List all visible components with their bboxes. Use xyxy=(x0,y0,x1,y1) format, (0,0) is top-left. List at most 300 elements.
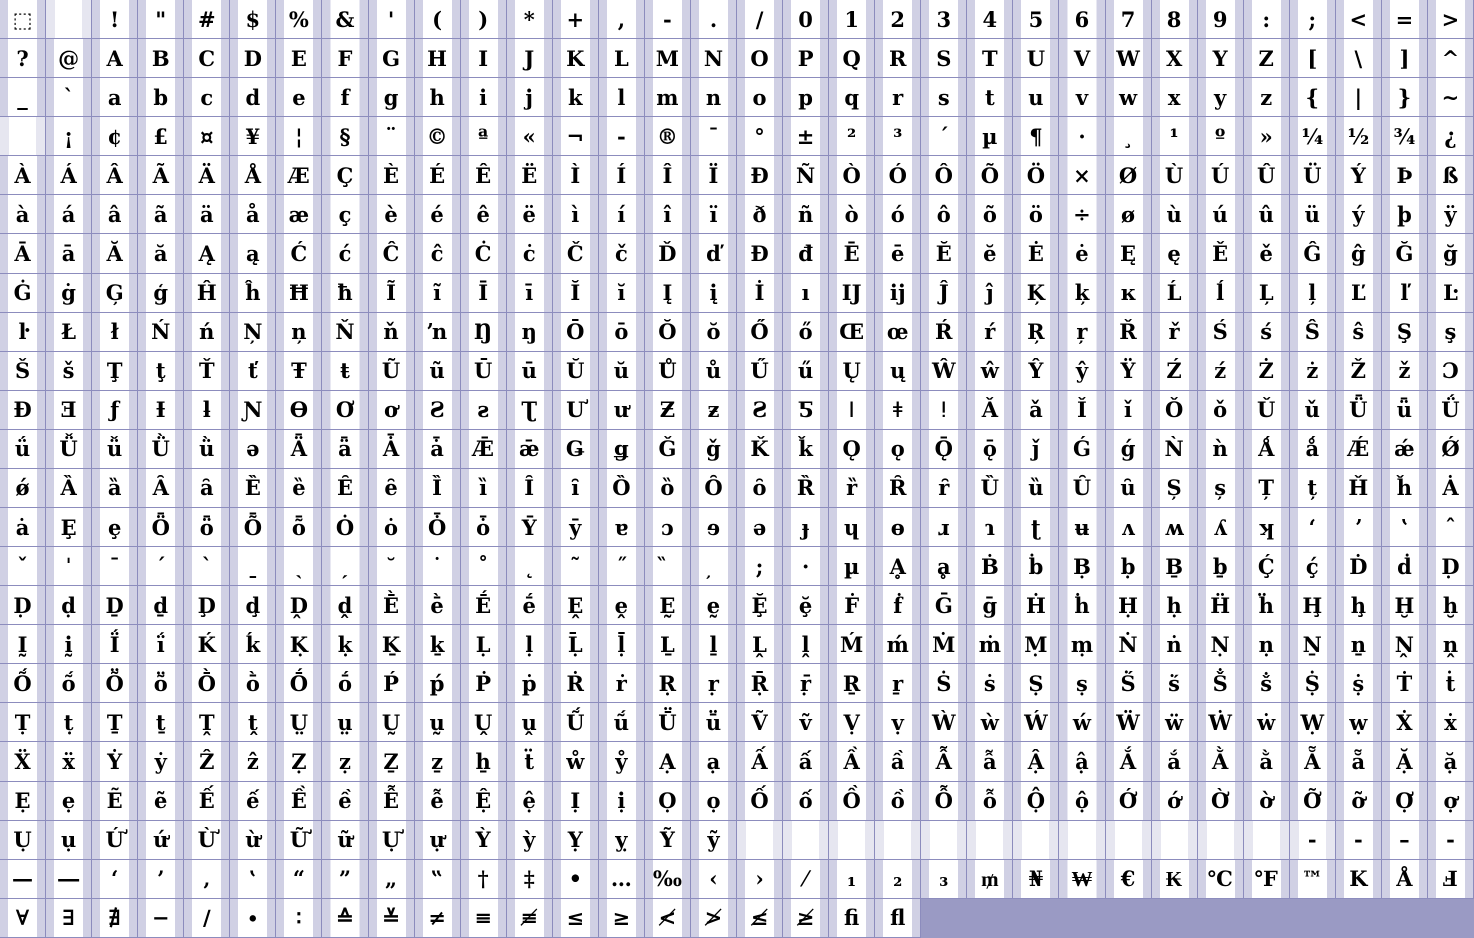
glyph-cell: ʎ xyxy=(1198,508,1244,547)
glyph-cell: ģ xyxy=(138,274,184,313)
glyph-cell: ≠ xyxy=(415,899,461,938)
glyph-cell: Ờ xyxy=(1198,782,1244,821)
glyph-cell: Ȯ xyxy=(322,508,368,547)
glyph-cell: Ŕ xyxy=(921,313,967,352)
glyph-cell: Ɖ xyxy=(0,391,46,430)
glyph-cell: ∕ xyxy=(184,899,230,938)
glyph-cell: Ḑ xyxy=(184,586,230,625)
glyph-cell: Ẃ xyxy=(1013,703,1059,742)
glyph-cell: Ä xyxy=(184,156,230,195)
glyph-cell: ẫ xyxy=(967,742,1013,781)
glyph-cell: ǵ xyxy=(1106,430,1152,469)
glyph-cell: ŗ xyxy=(1059,313,1105,352)
glyph-cell: Ẇ xyxy=(1198,703,1244,742)
glyph-cell: Ậ xyxy=(1013,742,1059,781)
glyph-cell: ¸ xyxy=(1106,117,1152,156)
glyph-cell: ǟ xyxy=(322,430,368,469)
glyph-cell: ì xyxy=(553,195,599,234)
glyph-cell: Ŗ xyxy=(1013,313,1059,352)
glyph-cell: ǰ xyxy=(1013,430,1059,469)
glyph-cell: ˚ xyxy=(461,547,507,586)
glyph-cell: ∀ xyxy=(0,899,46,938)
glyph-cell: Ǟ xyxy=(276,430,322,469)
glyph-cell: Ğ xyxy=(1382,234,1428,273)
glyph-cell: ď xyxy=(691,234,737,273)
glyph-cell: Ƨ xyxy=(737,391,783,430)
glyph-cell: y xyxy=(1198,78,1244,117)
glyph-cell: ȇ xyxy=(369,469,415,508)
glyph-cell: ŏ xyxy=(691,313,737,352)
glyph-cell: h xyxy=(415,78,461,117)
glyph-cell xyxy=(1244,821,1290,860)
glyph-cell: Ḃ xyxy=(967,547,1013,586)
glyph-cell: a xyxy=(92,78,138,117)
glyph-cell: Ȋ xyxy=(507,469,553,508)
glyph-cell: ć xyxy=(322,234,368,273)
glyph-cell: á xyxy=(46,195,92,234)
glyph-cell: Ṗ xyxy=(461,664,507,703)
glyph-cell: ∶ xyxy=(276,899,322,938)
glyph-cell: d xyxy=(230,78,276,117)
glyph-cell: ‘ xyxy=(92,860,138,899)
glyph-cell: Ồ xyxy=(829,782,875,821)
glyph-cell: Í xyxy=(599,156,645,195)
glyph-cell: È xyxy=(369,156,415,195)
glyph-cell: ĥ xyxy=(230,274,276,313)
glyph-cell: µ xyxy=(967,117,1013,156)
glyph-cell: ℉ xyxy=(1244,860,1290,899)
glyph-cell: Ċ xyxy=(461,234,507,273)
glyph-cell: ʞ xyxy=(1244,508,1290,547)
glyph-cell xyxy=(1382,899,1428,938)
glyph-cell: Ǡ xyxy=(369,430,415,469)
glyph-cell: ḫ xyxy=(1428,586,1474,625)
glyph-cell: Ṷ xyxy=(461,703,507,742)
glyph-cell: ŕ xyxy=(967,313,1013,352)
glyph-cell: ‟ xyxy=(415,860,461,899)
glyph-cell: 9 xyxy=(1198,0,1244,39)
glyph-cell: ‹ xyxy=(691,860,737,899)
glyph-cell: ḯ xyxy=(138,625,184,664)
glyph-cell: Y xyxy=(1198,39,1244,78)
glyph-cell: Ǒ xyxy=(1152,391,1198,430)
glyph-cell: Ṡ xyxy=(921,664,967,703)
glyph-cell: Ȅ xyxy=(230,469,276,508)
glyph-cell: ï xyxy=(691,195,737,234)
glyph-cell: Ẉ xyxy=(1290,703,1336,742)
glyph-cell: Ṇ xyxy=(1198,625,1244,664)
glyph-cell: ẽ xyxy=(138,782,184,821)
glyph-cell: 3 xyxy=(921,0,967,39)
glyph-cell: ˎ xyxy=(276,547,322,586)
glyph-cell: ȩ xyxy=(92,508,138,547)
glyph-cell: Ợ xyxy=(1382,782,1428,821)
glyph-cell: À xyxy=(0,156,46,195)
glyph-cell: ∃ xyxy=(46,899,92,938)
glyph-cell: Õ xyxy=(967,156,1013,195)
glyph-cell: ² xyxy=(829,117,875,156)
glyph-cell: ± xyxy=(783,117,829,156)
glyph-cell: ł xyxy=(92,313,138,352)
glyph-cell: ỳ xyxy=(507,821,553,860)
glyph-cell xyxy=(921,821,967,860)
glyph-cell: ṟ xyxy=(875,664,921,703)
glyph-cell: ¼ xyxy=(1290,117,1336,156)
glyph-cell: Ṁ xyxy=(921,625,967,664)
glyph-cell: Ṍ xyxy=(0,664,46,703)
glyph-cell: ḳ xyxy=(322,625,368,664)
glyph-cell: Ḋ xyxy=(1336,547,1382,586)
glyph-cell: < xyxy=(1336,0,1382,39)
glyph-cell: Ề xyxy=(276,782,322,821)
glyph-cell: ẁ xyxy=(967,703,1013,742)
glyph-cell: Ṯ xyxy=(92,703,138,742)
glyph-cell: Ȑ xyxy=(783,469,829,508)
glyph-cell: ṻ xyxy=(691,703,737,742)
glyph-cell: M xyxy=(645,39,691,78)
glyph-cell xyxy=(1336,899,1382,938)
glyph-cell: - xyxy=(599,117,645,156)
glyph-cell: Ǐ xyxy=(1059,391,1105,430)
glyph-cell: Ŧ xyxy=(276,352,322,391)
glyph-cell: Ẅ xyxy=(1106,703,1152,742)
glyph-cell: v xyxy=(1059,78,1105,117)
glyph-cell: Ƽ xyxy=(783,391,829,430)
glyph-cell: 1 xyxy=(829,0,875,39)
glyph-cell: , xyxy=(599,0,645,39)
glyph-cell: Ĭ xyxy=(553,274,599,313)
glyph-cell: ź xyxy=(1198,352,1244,391)
glyph-cell: Ḟ xyxy=(829,586,875,625)
glyph-cell: ǩ xyxy=(783,430,829,469)
glyph-cell: Ḕ xyxy=(369,586,415,625)
glyph-cell: Ö xyxy=(1013,156,1059,195)
glyph-cell: E xyxy=(276,39,322,78)
glyph-cell: K xyxy=(1336,860,1382,899)
glyph-cell: ‰ xyxy=(645,860,691,899)
glyph-cell: $ xyxy=(230,0,276,39)
glyph-cell: Ẁ xyxy=(921,703,967,742)
glyph-cell: ṉ xyxy=(1336,625,1382,664)
glyph-cell: Đ xyxy=(737,234,783,273)
glyph-cell xyxy=(967,821,1013,860)
glyph-cell: Ȏ xyxy=(691,469,737,508)
glyph-cell: — xyxy=(0,860,46,899)
glyph-cell: ṛ xyxy=(691,664,737,703)
glyph-cell: Ȗ xyxy=(1059,469,1105,508)
glyph-cell: ā xyxy=(46,234,92,273)
glyph-cell: đ xyxy=(783,234,829,273)
glyph-cell: – xyxy=(1382,821,1428,860)
glyph-cell: Ẍ xyxy=(0,742,46,781)
glyph-cell: Ỡ xyxy=(1290,782,1336,821)
glyph-cell: ǘ xyxy=(0,430,46,469)
glyph-cell: ǖ xyxy=(1382,391,1428,430)
glyph-cell: # xyxy=(184,0,230,39)
glyph-cell: ț xyxy=(1290,469,1336,508)
glyph-cell: ‚ xyxy=(184,860,230,899)
glyph-cell: Ŷ xyxy=(1013,352,1059,391)
glyph-cell: ǻ xyxy=(1290,430,1336,469)
glyph-cell: Æ xyxy=(276,156,322,195)
glyph-cell: ) xyxy=(461,0,507,39)
glyph-cell: ȳ xyxy=(553,508,599,547)
glyph-cell: Ż xyxy=(1244,352,1290,391)
glyph-cell: ě xyxy=(1244,234,1290,273)
glyph-cell: Ǥ xyxy=(553,430,599,469)
glyph-cell: ẹ xyxy=(46,782,92,821)
glyph-cell: Ḱ xyxy=(184,625,230,664)
glyph-cell: ẃ xyxy=(1059,703,1105,742)
glyph-cell: Ḍ xyxy=(0,586,46,625)
glyph-cell xyxy=(967,899,1013,938)
glyph-cell: ů xyxy=(691,352,737,391)
glyph-cell: ķ xyxy=(1059,274,1105,313)
glyph-cell: ≡ xyxy=(461,899,507,938)
glyph-cell: ḉ xyxy=(1290,547,1336,586)
glyph-cell xyxy=(875,821,921,860)
glyph-cell: H xyxy=(415,39,461,78)
glyph-cell xyxy=(1013,899,1059,938)
glyph-cell: Ç xyxy=(322,156,368,195)
glyph-cell: ’ xyxy=(138,860,184,899)
glyph-cell: ỗ xyxy=(967,782,1013,821)
glyph-cell: ; xyxy=(737,547,783,586)
glyph-cell: Ì xyxy=(553,156,599,195)
glyph-cell: x xyxy=(1152,78,1198,117)
glyph-cell: ḇ xyxy=(1198,547,1244,586)
glyph-cell: ǚ xyxy=(92,430,138,469)
glyph-cell: I xyxy=(461,39,507,78)
glyph-cell: ù xyxy=(1152,195,1198,234)
glyph-cell: 0 xyxy=(783,0,829,39)
glyph-cell: @ xyxy=(46,39,92,78)
glyph-cell: ȓ xyxy=(921,469,967,508)
glyph-cell: ≥ xyxy=(599,899,645,938)
glyph-cell: ǃ xyxy=(921,391,967,430)
glyph-cell: ɥ xyxy=(829,508,875,547)
glyph-cell xyxy=(1106,899,1152,938)
glyph-cell: ƚ xyxy=(184,391,230,430)
glyph-cell: ĵ xyxy=(967,274,1013,313)
glyph-cell: ś xyxy=(1244,313,1290,352)
glyph-cell: ŋ xyxy=(507,313,553,352)
glyph-cell: Ô xyxy=(921,156,967,195)
glyph-cell: L xyxy=(599,39,645,78)
glyph-cell: ŀ xyxy=(0,313,46,352)
glyph-cell: Ǔ xyxy=(1244,391,1290,430)
glyph-cell: ű xyxy=(783,352,829,391)
glyph-cell: Ĝ xyxy=(1290,234,1336,273)
glyph-cell: ß xyxy=(1428,156,1474,195)
glyph-cell: ḱ xyxy=(230,625,276,664)
glyph-cell: ą xyxy=(230,234,276,273)
glyph-cell: ! xyxy=(92,0,138,39)
glyph-cell: Ḧ xyxy=(1198,586,1244,625)
glyph-cell: ¤ xyxy=(184,117,230,156)
glyph-cell: ñ xyxy=(783,195,829,234)
glyph-cell: Ǭ xyxy=(921,430,967,469)
glyph-cell: ă xyxy=(138,234,184,273)
glyph-cell: † xyxy=(461,860,507,899)
glyph-cell: ḷ xyxy=(507,625,553,664)
glyph-cell: ṧ xyxy=(1244,664,1290,703)
glyph-cell: u xyxy=(1013,78,1059,117)
glyph-cell: Ḝ xyxy=(737,586,783,625)
glyph-cell: Ñ xyxy=(783,156,829,195)
glyph-cell: ų xyxy=(875,352,921,391)
glyph-cell: § xyxy=(322,117,368,156)
glyph-cell xyxy=(1059,899,1105,938)
glyph-cell: ÷ xyxy=(1059,195,1105,234)
glyph-cell: Ʈ xyxy=(507,391,553,430)
glyph-cell: ầ xyxy=(875,742,921,781)
glyph-cell: Ặ xyxy=(1382,742,1428,781)
glyph-cell: ụ xyxy=(46,821,92,860)
glyph-cell: ʽ xyxy=(1382,508,1428,547)
glyph-cell: ƒ xyxy=(92,391,138,430)
glyph-cell xyxy=(1152,899,1198,938)
glyph-cell: č xyxy=(599,234,645,273)
glyph-cell: Ḷ xyxy=(461,625,507,664)
glyph-cell: ˘ xyxy=(369,547,415,586)
glyph-cell: ˛ xyxy=(507,547,553,586)
glyph-cell: Ȭ xyxy=(230,508,276,547)
glyph-cell: ẙ xyxy=(599,742,645,781)
glyph-cell: Ṃ xyxy=(1013,625,1059,664)
glyph-cell: ≚ xyxy=(369,899,415,938)
glyph-cell: Ṿ xyxy=(829,703,875,742)
glyph-cell: ˝ xyxy=(599,547,645,586)
glyph-cell: Ẋ xyxy=(1382,703,1428,742)
glyph-cell: U xyxy=(1013,39,1059,78)
glyph-cell: ˜ xyxy=(553,547,599,586)
glyph-cell: ộ xyxy=(1059,782,1105,821)
glyph-cell: ǔ xyxy=(1290,391,1336,430)
glyph-cell: ^ xyxy=(1428,39,1474,78)
glyph-cell: þ xyxy=(1382,195,1428,234)
glyph-cell: ĭ xyxy=(599,274,645,313)
glyph-cell: Ừ xyxy=(184,821,230,860)
glyph-cell: K xyxy=(553,39,599,78)
glyph-cell: q xyxy=(829,78,875,117)
glyph-cell: Ḏ xyxy=(92,586,138,625)
glyph-cell: Ỳ xyxy=(461,821,507,860)
glyph-cell: ₦ xyxy=(1013,860,1059,899)
glyph-cell: Ⅎ xyxy=(1428,860,1474,899)
glyph-cell: ŧ xyxy=(322,352,368,391)
glyph-cell: ť xyxy=(230,352,276,391)
glyph-cell: ḏ xyxy=(138,586,184,625)
glyph-cell: Ṻ xyxy=(645,703,691,742)
glyph-cell xyxy=(1428,899,1474,938)
glyph-cell: Ș xyxy=(1152,469,1198,508)
glyph-cell: ɿ xyxy=(967,508,1013,547)
glyph-cell: è xyxy=(369,195,415,234)
glyph-cell: ṭ xyxy=(46,703,92,742)
glyph-cell: Ḻ xyxy=(645,625,691,664)
glyph-cell: Ą xyxy=(184,234,230,273)
glyph-cell: > xyxy=(1428,0,1474,39)
glyph-cell: Ŏ xyxy=(645,313,691,352)
glyph-cell xyxy=(1106,821,1152,860)
glyph-cell: Ấ xyxy=(737,742,783,781)
glyph-cell: Ģ xyxy=(92,274,138,313)
glyph-cell: ớ xyxy=(1152,782,1198,821)
glyph-cell: · xyxy=(1059,117,1105,156)
glyph-cell: Ḁ xyxy=(875,547,921,586)
glyph-cell: ˇ xyxy=(0,547,46,586)
glyph-cell: Ṙ xyxy=(553,664,599,703)
glyph-cell: Ṅ xyxy=(1106,625,1152,664)
glyph-cell: Ḭ xyxy=(0,625,46,664)
glyph-cell: × xyxy=(1059,156,1105,195)
glyph-cell: ṽ xyxy=(783,703,829,742)
glyph-cell: ơ xyxy=(369,391,415,430)
glyph-cell: ȗ xyxy=(1106,469,1152,508)
glyph-cell: Û xyxy=(1244,156,1290,195)
glyph-cell: ṋ xyxy=(1428,625,1474,664)
glyph-cell: ` xyxy=(46,78,92,117)
glyph-cell: Ă xyxy=(92,234,138,273)
glyph-cell: ° xyxy=(737,117,783,156)
glyph-cell: ¯ xyxy=(691,117,737,156)
glyph-cell: ṑ xyxy=(230,664,276,703)
glyph-cell: ¶ xyxy=(1013,117,1059,156)
glyph-cell: Ṕ xyxy=(369,664,415,703)
glyph-cell: Ņ xyxy=(230,313,276,352)
glyph-cell: Z xyxy=(1244,39,1290,78)
glyph-cell xyxy=(1013,821,1059,860)
glyph-cell: Ọ xyxy=(645,782,691,821)
glyph-cell: ð xyxy=(737,195,783,234)
glyph-cell: ø xyxy=(1106,195,1152,234)
glyph-cell: Ď xyxy=(645,234,691,273)
glyph-cell: ¦ xyxy=(276,117,322,156)
glyph-cell: ę xyxy=(1152,234,1198,273)
glyph-cell: Ž xyxy=(1336,352,1382,391)
glyph-cell: ȋ xyxy=(553,469,599,508)
glyph-cell: Ǝ xyxy=(46,391,92,430)
glyph-cell: ƨ xyxy=(461,391,507,430)
glyph-cell: Œ xyxy=(829,313,875,352)
glyph-cell: ∄ xyxy=(92,899,138,938)
glyph-cell: ậ xyxy=(1059,742,1105,781)
glyph-cell: Ġ xyxy=(0,274,46,313)
glyph-cell: Ỹ xyxy=(645,821,691,860)
glyph-cell: Ě xyxy=(1198,234,1244,273)
glyph-cell: o xyxy=(737,78,783,117)
glyph-cell: ğ xyxy=(1428,234,1474,273)
glyph-cell: Á xyxy=(46,156,92,195)
glyph-cell: ˊ xyxy=(138,547,184,586)
glyph-cell: ʼ xyxy=(1336,508,1382,547)
glyph-cell: ® xyxy=(645,117,691,156)
glyph-cell: ŷ xyxy=(1059,352,1105,391)
glyph-cell: ṃ xyxy=(1059,625,1105,664)
glyph-cell: ≙ xyxy=(322,899,368,938)
glyph-cell: c xyxy=(184,78,230,117)
glyph-cell: ǣ xyxy=(507,430,553,469)
glyph-cell: â xyxy=(92,195,138,234)
glyph-cell: Ḙ xyxy=(553,586,599,625)
glyph-cell xyxy=(1198,821,1244,860)
glyph-cell: Ṱ xyxy=(184,703,230,742)
glyph-cell: ȅ xyxy=(276,469,322,508)
glyph-cell: Ǣ xyxy=(461,430,507,469)
glyph-cell: ṯ xyxy=(138,703,184,742)
glyph-cell: ḻ xyxy=(691,625,737,664)
